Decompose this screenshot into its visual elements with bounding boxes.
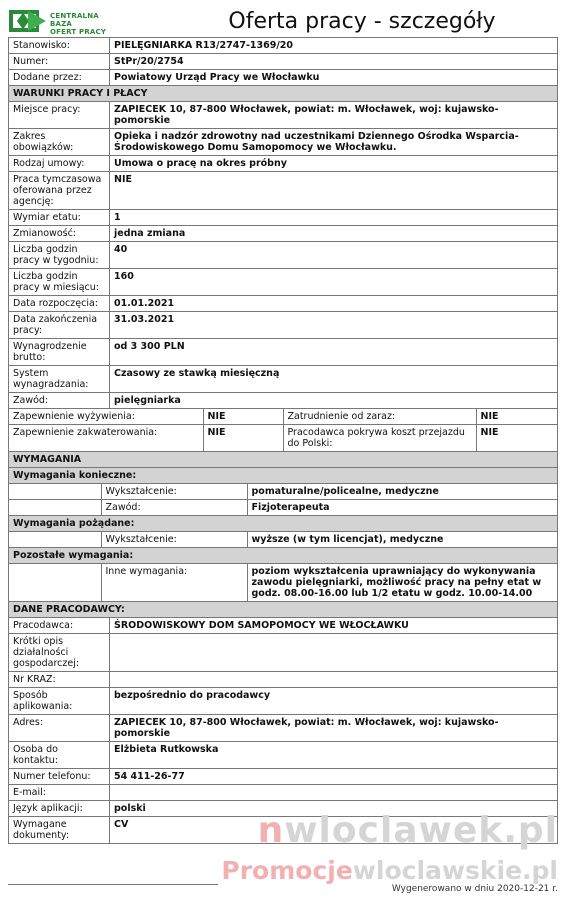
watermark-part: wloclawskie.pl <box>352 856 558 885</box>
offer-row-monthly-hours <box>9 269 558 296</box>
offer-value: Umowa o pracę na okres próbny <box>110 156 558 172</box>
logo-text <box>50 12 118 36</box>
offer-row-benefits-2 <box>9 425 558 452</box>
offer-label: Liczba godzin pracy w miesiącu: <box>9 269 110 296</box>
offer-row-position <box>9 38 558 54</box>
watermark-part: Promocje <box>221 856 353 885</box>
offer-label: Pracodawca: <box>9 618 110 634</box>
offer-row-contract <box>9 156 558 172</box>
offer-value: pomaturalne/policealne, medyczne <box>251 486 439 497</box>
section-heading: DANE PRACODAWCY: <box>9 602 558 618</box>
section-employer <box>9 602 558 618</box>
offer-value: Opieka i nadzór zdrowotny nad uczestnikami Dziennego Ośrodka Wsparcia-Środowiskowego Domu Samopomocy we Włocławku. <box>110 129 558 156</box>
offer-value: CV <box>110 817 558 844</box>
offer-row-salary <box>9 339 558 366</box>
offer-label: Wymagane dokumenty: <box>9 817 110 844</box>
offer-label: Numer telefonu: <box>9 769 110 785</box>
offer-row-benefits-1 <box>9 409 558 425</box>
offer-label: Dodane przez: <box>9 70 110 86</box>
offer-value: poziom wykształcenia uprawniający do wykonywania zawodu pielęgniarki, możliwość pracy na pełny etat w godz. 08.00-16.00 lub 1/2 etatu w godz. 10.00-14.00 <box>251 566 542 599</box>
offer-value: PIELĘGNIARKA R13/2747-1369/20 <box>110 38 558 54</box>
section-heading: WARUNKI PRACY I PŁACY <box>9 86 558 102</box>
offer-value: Czasowy ze stawką miesięczną <box>110 366 558 393</box>
offer-label: Zatrudnienie od zaraz: <box>283 409 476 424</box>
offer-label: Data rozpoczęcia: <box>9 296 110 312</box>
offer-label: Miejsce pracy: <box>9 102 110 129</box>
footer-divider <box>8 884 218 885</box>
offer-label: Wykształcenie: <box>101 484 247 499</box>
offer-value: StPr/20/2754 <box>110 54 558 70</box>
offer-label: Osoba do kontaktu: <box>9 742 110 769</box>
offer-value: 1 <box>110 210 558 226</box>
offer-label: Rodzaj umowy: <box>9 156 110 172</box>
offer-details-table <box>8 37 558 844</box>
offer-row-number <box>9 54 558 70</box>
offer-row-duties <box>9 129 558 156</box>
offer-value: wyższe (w tym licencjat), medyczne <box>251 534 444 545</box>
offer-row-email <box>9 785 558 801</box>
logo <box>8 8 118 34</box>
offer-value: 40 <box>110 242 558 269</box>
offer-label: Wynagrodzenie brutto: <box>9 339 110 366</box>
offer-label: Pracodawca pokrywa koszt przejazdu do Polski: <box>283 425 476 451</box>
offer-value: pielęgniarka <box>110 393 558 409</box>
offer-row-apply-method <box>9 688 558 715</box>
offer-label: Praca tymczasowa oferowana przez agencję: <box>9 172 110 210</box>
offer-value: 31.03.2021 <box>110 312 558 339</box>
offer-value: Elżbieta Rutkowska <box>110 742 558 769</box>
offer-row-business-desc <box>9 634 558 672</box>
offer-row-req-education <box>9 484 558 500</box>
offer-label: Zawód: <box>9 393 110 409</box>
offer-row-pref-education <box>9 532 558 548</box>
offer-row-added-by <box>9 70 558 86</box>
offer-row-contact <box>9 742 558 769</box>
offer-value: 54 411-26-77 <box>110 769 558 785</box>
offer-row-start-date <box>9 296 558 312</box>
offer-row-pay-system <box>9 366 558 393</box>
page-title: Oferta pracy - szczegóły <box>228 9 496 34</box>
offer-label: Numer: <box>9 54 110 70</box>
logo-line-1: CENTRALNA BAZA <box>50 12 99 28</box>
offer-value: ZAPIECEK 10, 87-800 Włocławek, powiat: m. Włocławek, woj: kujawsko-pomorskie <box>110 102 558 129</box>
offer-label: Wykształcenie: <box>101 532 247 547</box>
offer-value <box>110 672 558 688</box>
generated-date: Wygenerowano w dniu 2020-12-21 r. <box>391 884 558 894</box>
offer-row-end-date <box>9 312 558 339</box>
offer-label: Data zakończenia pracy: <box>9 312 110 339</box>
offer-row-profession <box>9 393 558 409</box>
section-requirements <box>9 452 558 468</box>
offer-value: ZAPIECEK 10, 87-800 Włocławek, powiat: m. Włocławek, woj: kujawsko-pomorskie <box>110 715 558 742</box>
offer-row-temporary <box>9 172 558 210</box>
offer-label: Liczba godzin pracy w tygodniu: <box>9 242 110 269</box>
section-preferred <box>9 516 558 532</box>
offer-row-req-profession <box>9 500 558 516</box>
offer-row-address <box>9 715 558 742</box>
offer-value <box>110 634 558 672</box>
offer-value: 160 <box>110 269 558 296</box>
offer-label: Zapewnienie wyżywienia: <box>9 409 203 424</box>
offer-row-employer <box>9 618 558 634</box>
offer-value: Powiatowy Urząd Pracy we Włocławku <box>110 70 558 86</box>
offer-label: Zawód: <box>101 500 247 515</box>
section-heading: WYMAGANIA <box>9 452 558 468</box>
offer-row-other <box>9 564 558 602</box>
offer-row-kraz <box>9 672 558 688</box>
offer-value: od 3 300 PLN <box>110 339 558 366</box>
section-required <box>9 468 558 484</box>
watermark-part: wloclawek.pl <box>284 810 558 851</box>
section-other <box>9 548 558 564</box>
offer-value: bezpośrednio do pracodawcy <box>110 688 558 715</box>
offer-row-shifts <box>9 226 558 242</box>
offer-label: Wymiar etatu: <box>9 210 110 226</box>
offer-label: E-mail: <box>9 785 110 801</box>
offer-value: NIE <box>203 409 283 424</box>
offer-row-fte <box>9 210 558 226</box>
offer-label: Krótki opis działalności gospodarczej: <box>9 634 110 672</box>
offer-value: NIE <box>480 427 499 438</box>
offer-label: Zakres obowiązków: <box>9 129 110 156</box>
offer-value: NIE <box>480 411 499 422</box>
logo-icon <box>8 8 48 34</box>
offer-label: Stanowisko: <box>9 38 110 54</box>
section-heading: Pozostałe wymagania: <box>9 548 558 564</box>
offer-value <box>110 785 558 801</box>
offer-label: Język aplikacji: <box>9 801 110 817</box>
offer-value: Fizjoterapeuta <box>251 502 330 513</box>
section-conditions <box>9 86 558 102</box>
logo-line-2: OFERT PRACY <box>50 28 107 36</box>
watermark-promocje <box>221 856 558 885</box>
page-header <box>8 8 566 36</box>
offer-row-place <box>9 102 558 129</box>
offer-label: System wynagradzania: <box>9 366 110 393</box>
offer-value: 01.01.2021 <box>110 296 558 312</box>
offer-label: Zapewnienie zakwaterowania: <box>9 425 203 451</box>
section-heading: Wymagania konieczne: <box>9 468 558 484</box>
offer-row-weekly-hours <box>9 242 558 269</box>
watermark-part: n <box>257 810 285 851</box>
offer-label: Nr KRAZ: <box>9 672 110 688</box>
offer-label: Adres: <box>9 715 110 742</box>
offer-label: Zmianowość: <box>9 226 110 242</box>
offer-label: Inne wymagania: <box>101 564 247 601</box>
offer-value: NIE <box>110 172 558 210</box>
offer-value: jedna zmiana <box>110 226 558 242</box>
watermark-nwloclawek <box>258 810 558 851</box>
offer-value: ŚRODOWISKOWY DOM SAMOPOMOCY WE WŁOCŁAWKU <box>110 618 558 634</box>
offer-label: Sposób aplikowania: <box>9 688 110 715</box>
offer-value: NIE <box>203 425 283 451</box>
offer-value: polski <box>110 801 558 817</box>
offer-row-phone <box>9 769 558 785</box>
section-heading: Wymagania pożądane: <box>9 516 558 532</box>
